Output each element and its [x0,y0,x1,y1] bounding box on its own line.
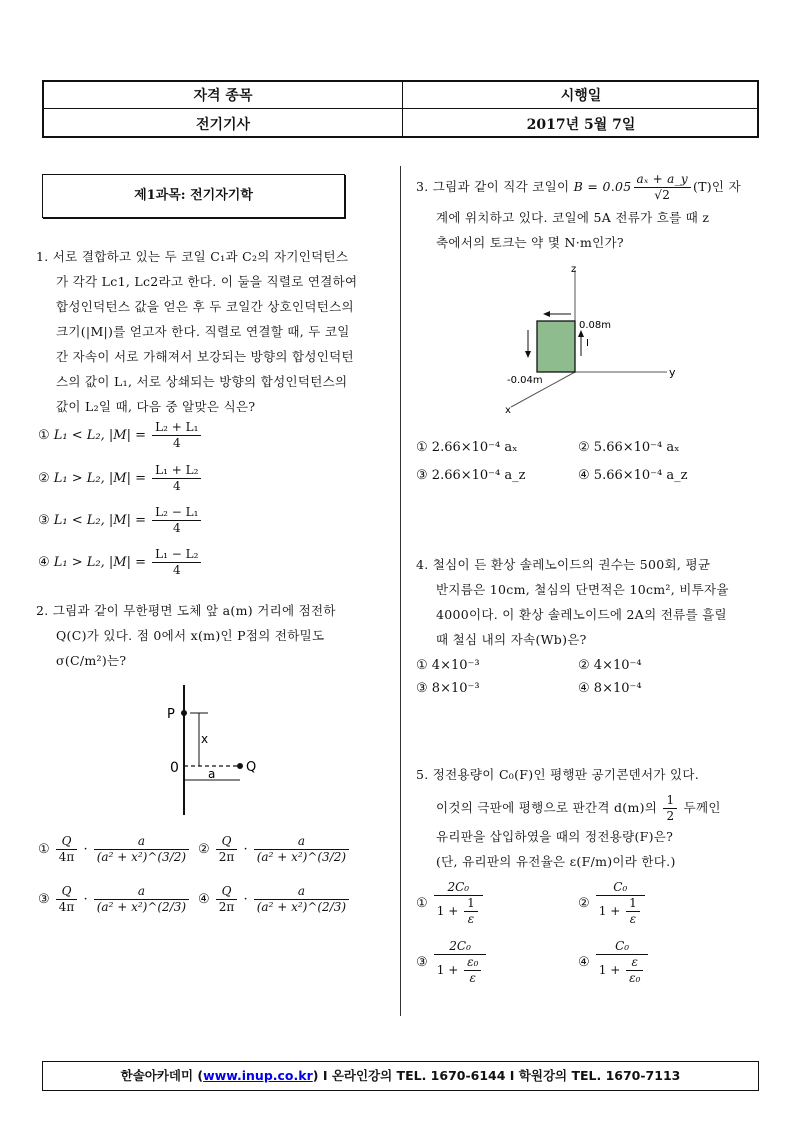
q5-option-4[interactable] [578,939,650,986]
q1-line: 값이 L₂일 때, 다음 중 알맞은 식은? [56,399,256,414]
option-number: ① [416,896,428,911]
point-p-label: P [167,707,175,722]
fraction [663,793,677,824]
option-number: ③ [416,468,428,483]
q2-line: Q(C)가 있다. 점 0에서 x(m)인 P점의 전하밀도 [56,628,325,643]
denominator: 1 + [598,963,621,977]
header-col1-title: 자격 종목 [193,88,253,104]
option-text: 4×10⁻⁴ [593,658,642,673]
inner-fraction [464,896,478,927]
q3-option-1[interactable] [416,440,518,455]
option-number: ④ [578,468,590,483]
denominator: 4 [172,563,181,577]
q3-option-4[interactable] [578,468,687,483]
option-number: ④ [578,955,590,970]
denominator: 4π [58,900,75,914]
denominator: (a² + x²)^(3/2) [96,850,187,864]
denominator: 1 + [436,904,459,918]
option-number: ③ [416,955,428,970]
denominator: 4 [172,479,181,493]
option-number: ② [198,842,210,857]
coil-height-label: -0.04m [507,375,543,386]
question-4 [416,552,766,652]
subject-title: 제1과목: 전기자기학 [42,174,345,218]
option-text: 2.66×10⁻⁴ aₓ [431,440,518,455]
numerator: 2C₀ [434,939,487,955]
footer-brand: 한솔아카데미 ( [120,1068,204,1083]
option-text: 5.66×10⁻⁴ a_z [593,468,688,483]
fraction [94,884,189,915]
option-number: ④ [198,892,210,907]
q5-line [416,793,766,824]
denominator: (a² + x²)^(2/3) [256,900,347,914]
fraction [152,505,201,536]
q2-option-2[interactable]: ② $\frac{Q}{2\pi}$ · $\frac{a}{\text{(a² + x²)\textasciicircum{}(3/2)}}$ [198,834,351,865]
option-text: 8×10⁻³ [431,681,480,696]
q5-text: 이것의 극판에 평행으로 판간격 d(m)의 [436,800,658,815]
q5-option-2[interactable] [578,880,647,927]
q2-option-4[interactable]: ④ $\frac{Q}{2\pi}$ · $\frac{a}{\text{(a² + x²)\textasciicircum{}(2/3)}}$ [198,884,351,915]
denominator: ε [469,971,476,985]
fraction [596,939,649,986]
denominator: 4 [172,521,181,535]
numerator: aₓ + a_y [634,172,691,188]
numerator: Q [216,884,238,900]
fraction [216,834,238,865]
option-number: ① [38,842,50,857]
option-text: 2.66×10⁻⁴ a_z [431,468,526,483]
q1-line: 스의 값이 L₁, 서로 상쇄되는 방향의 합성인덕턴스의 [56,374,348,389]
denominator: (a² + x²)^(2/3) [96,900,187,914]
numerator: Q [56,884,78,900]
numerator: Q [216,834,238,850]
numerator: L₁ + L₂ [152,463,201,479]
fraction [634,172,691,203]
denominator: 1 + [436,963,459,977]
fraction [152,420,201,451]
question-5 [416,762,766,874]
q3-line [416,172,766,203]
charge-q-label: Q [246,760,257,775]
numerator: ε₀ [464,955,481,971]
header-table [42,80,759,138]
q3-text: 3. 그림과 같이 직각 코일이 [416,179,570,194]
fraction [94,834,189,865]
numerator: ε [626,955,643,971]
numerator: L₂ − L₁ [152,505,201,521]
z-axis-label: z [571,264,577,275]
option-number: ② [578,658,590,673]
denominator: 2π [218,900,235,914]
header-col2-title: 시행일 [560,88,602,104]
denominator: ε [629,912,637,926]
numerator: 1 [626,896,640,912]
option-number: ③ [416,681,428,696]
question-3 [416,172,766,255]
q4-line: 반지름은 10cm, 철심의 단면적은 10cm², 비투자율 [436,582,729,597]
option-number: ③ [38,513,50,528]
coil-figure [495,262,695,422]
header-col1-value: 전기기사 [195,117,251,133]
fraction [152,463,201,494]
numerator: 2C₀ [434,880,483,896]
q3-option-3[interactable] [416,468,525,483]
numerator: C₀ [596,939,649,955]
option-text: 5.66×10⁻⁴ aₓ [593,440,680,455]
q5-option-1[interactable] [416,880,485,927]
q1-line: 가 각각 Lc1, Lc2라고 한다. 이 둘을 직렬로 연결하여 [56,274,358,289]
q3-text: (T)인 자 [692,179,741,194]
option-text: 8×10⁻⁴ [593,681,642,696]
denominator: (a² + x²)^(3/2) [256,850,347,864]
q1-line: 1. 서로 결합하고 있는 두 코일 C₁과 C₂의 자기인덕턴스 [36,249,349,264]
option-number: ② [578,896,590,911]
q1-line: 간 자속이 서로 가해져서 보강되는 방향의 합성인덕턴 [56,349,354,364]
option-number: ① [416,658,428,673]
option-condition: L₁ < L₂, |M| = [53,428,147,443]
q1-option-2[interactable] [38,463,203,494]
q3-line: 축에서의 토크는 약 몇 N·m인가? [436,235,624,250]
q4-option-1[interactable] [416,658,480,673]
option-number: ③ [38,892,50,907]
option-condition: L₁ > L₂, |M| = [53,471,147,486]
q2-option-3[interactable]: ③ $\frac{Q}{4\pi}$ · $\frac{a}{\text{(a² + x²)\textasciicircum{}(2/3)}}$ [38,884,191,915]
numerator: 1 [663,793,677,809]
numerator: L₂ + L₁ [152,420,201,436]
fraction [254,834,349,865]
option-number: ② [38,471,50,486]
fraction [596,880,645,927]
numerator: a [254,884,349,900]
option-number: ④ [578,681,590,696]
fraction [56,834,78,865]
current-label: I [586,338,589,349]
q5-line: 유리판을 삽입하였을 때의 정전용량(F)은? [436,829,674,844]
q2-line: σ(C/m²)는? [56,653,127,668]
distance-a-label: a [208,767,216,781]
numerator: Q [56,834,78,850]
origin-label: 0 [170,760,179,776]
q4-line: 때 철심 내의 자속(Wb)은? [436,632,587,647]
denominator: 4π [58,850,75,864]
denominator: √2 [654,188,671,202]
q5-text: 두께인 [683,800,721,815]
distance-x-label: x [201,732,209,746]
fraction [216,884,238,915]
fraction [434,880,483,927]
website-link[interactable]: www.inup.co.kr [203,1068,313,1083]
footer-bar [42,1061,759,1091]
option-text: 4×10⁻³ [431,658,480,673]
q5-line: 5. 정전용량이 C₀(F)인 평행판 공기콘덴서가 있다. [416,767,700,782]
denominator: ε₀ [629,971,641,985]
footer-contact: ) I 온라인강의 TEL. 1670-6144 I 학원강의 TEL. 1670-7113 [312,1068,681,1083]
q1-option-1[interactable] [38,420,203,451]
q4-line: 4000이다. 이 환상 솔레노이드에 2A의 전류를 흘릴 [436,607,727,622]
fraction [56,884,78,915]
inner-fraction [626,896,640,927]
header-col2-value: 2017년 5월 7일 [526,117,636,133]
numerator: L₁ − L₂ [152,547,201,563]
option-condition: L₁ < L₂, |M| = [53,513,147,528]
numerator: a [94,884,189,900]
column-divider [400,166,401,1016]
q4-line: 4. 철심이 든 환상 솔레노이드의 권수는 500회, 평균 [416,557,711,572]
option-number: ④ [38,555,50,570]
q3-option-2[interactable] [578,440,680,455]
conductor-plane-figure [160,680,270,820]
q4-option-3[interactable] [416,681,480,696]
q4-option-4[interactable] [578,681,642,696]
x-axis-label: x [505,405,511,416]
numerator: a [254,834,349,850]
q1-line: 크기(|M|)를 얻고자 한다. 직렬로 연결할 때, 두 코일 [56,324,350,339]
inner-fraction [464,955,481,986]
q2-line: 2. 그림과 같이 무한평면 도체 앞 a(m) 거리에 점전하 [36,603,336,618]
fraction [254,884,349,915]
numerator: 1 [464,896,478,912]
numerator: a [94,834,189,850]
q1-option-4[interactable] [38,547,203,578]
option-number: ① [416,440,428,455]
fraction [152,547,201,578]
q5-option-3[interactable] [416,939,488,986]
q1-option-3[interactable] [38,505,203,536]
q3-line: 계에 위치하고 있다. 코일에 5A 전류가 흐를 때 z [436,210,710,225]
denominator: 1 + [598,904,621,918]
denominator: 4 [172,436,181,450]
option-condition: L₁ > L₂, |M| = [53,555,147,570]
fraction [434,939,487,986]
q4-option-2[interactable] [578,658,642,673]
question-1 [36,244,386,419]
y-axis-label: y [669,366,676,379]
q5-line: (단, 유리판의 유전율은 ε(F/m)이라 한다.) [436,854,676,869]
q1-line: 합성인덕턴스 값을 얻은 후 두 코일간 상호인덕턴스의 [56,299,354,314]
option-number: ② [578,440,590,455]
denominator: 2 [666,809,675,823]
q3-equation: B = 0.05 [573,179,632,194]
inner-fraction [626,955,643,986]
q2-option-1[interactable]: ① $\frac{Q}{4\pi}$ · $\frac{a}{\text{(a² + x²)\textasciicircum{}(3/2)}}$ [38,834,191,865]
option-number: ① [38,428,50,443]
denominator: 2π [218,850,235,864]
numerator: C₀ [596,880,645,896]
denominator: ε [467,912,475,926]
coil-width-label: 0.08m [579,320,612,331]
question-2 [36,598,386,673]
